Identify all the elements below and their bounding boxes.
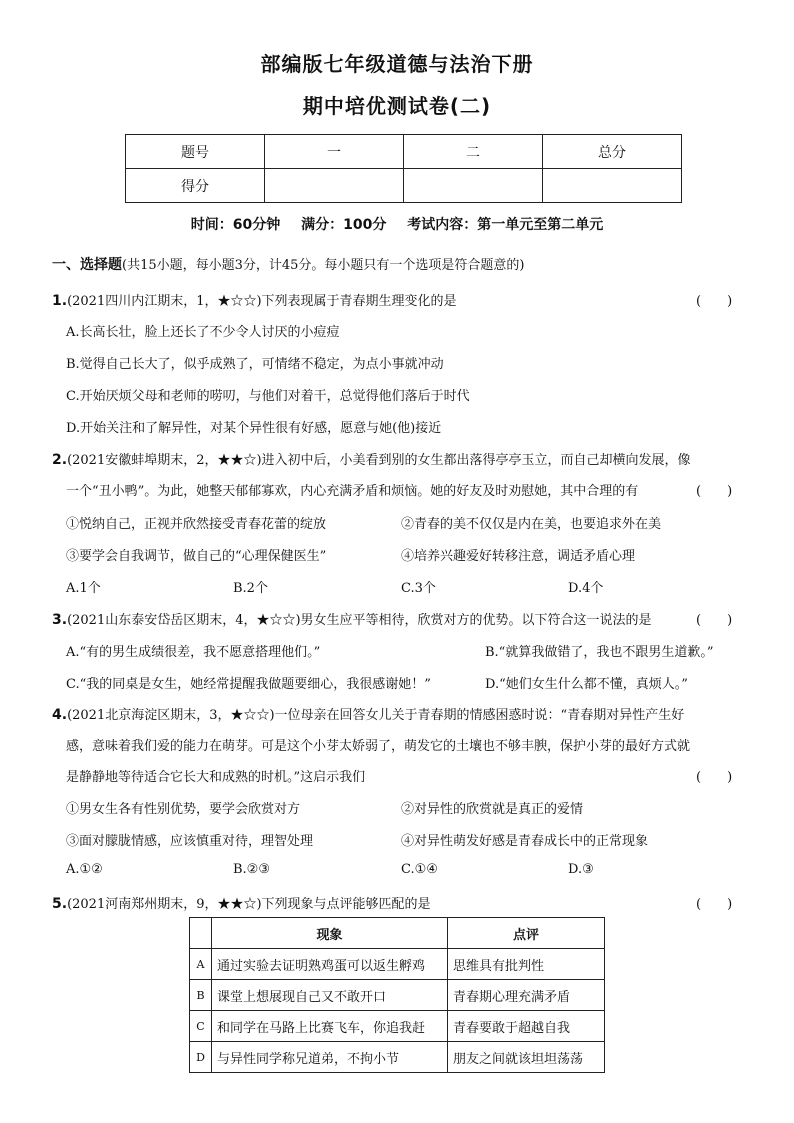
statement: ④对异性萌发好感是青春成长中的正常现象 <box>401 834 649 849</box>
statement: ④培养兴趣爱好转移注意，调适矛盾心理 <box>401 549 636 564</box>
question-5-stem <box>52 893 431 912</box>
section-heading <box>52 254 525 274</box>
option: D.③ <box>568 862 594 877</box>
question-3-stem <box>52 609 652 628</box>
option: C.3个 <box>401 581 436 596</box>
question-text: 是静静地等待适合它长大和成熟的时机。”这启示我们 <box>66 770 366 785</box>
statement: ③要学会自我调节，做自己的“心理保健医生” <box>66 549 327 564</box>
answer-blank: ( ) <box>696 484 733 499</box>
question-4-stem <box>52 704 684 723</box>
answer-blank: ( ) <box>696 613 733 628</box>
exam-info <box>0 214 794 234</box>
option: C.“我的同桌是女生，她经常提醒我做题要细心，我很感谢她！” <box>66 677 431 692</box>
page-title: 部编版七年级道德与法治下册 <box>260 52 534 76</box>
question-2-stem <box>52 449 691 468</box>
question-number: 3. <box>52 612 68 628</box>
score-cell <box>404 169 543 203</box>
exam-time: 时间：60分钟 <box>190 217 281 233</box>
question-number: 1. <box>52 293 68 309</box>
table-header-row <box>190 918 605 949</box>
option: C.开始厌烦父母和老师的唠叨，与他们对着干，总觉得他们落后于时代 <box>66 389 470 404</box>
phenomenon-cell: 通过实验去证明熟鸡蛋可以返生孵鸡 <box>212 949 448 980</box>
statement: ③面对朦胧情感，应该慎重对待，理智处理 <box>66 834 314 849</box>
option: B.觉得自己长大了，似乎成熟了，可情绪不稳定，为点小事就冲动 <box>66 357 444 372</box>
table-row <box>190 949 605 980</box>
score-row-label: 得分 <box>126 169 265 203</box>
score-header-cell: 一 <box>265 135 404 169</box>
exam-content: 考试内容：第一单元至第二单元 <box>407 217 604 233</box>
phenomenon-cell: 课堂上想展现自己又不敢开口 <box>212 980 448 1011</box>
row-label: D <box>190 1042 212 1073</box>
option: D.开始关注和了解异性，对某个异性很有好感，愿意与她(他)接近 <box>66 421 442 436</box>
question-5-table <box>189 917 605 1073</box>
statement: ②青春的美不仅仅是内在美，也要追求外在美 <box>401 517 662 532</box>
table-row <box>190 1011 605 1042</box>
statement: ①悦纳自己，正视并欣然接受青春花蕾的绽放 <box>66 517 327 532</box>
column-header-phenomenon: 现象 <box>212 918 448 949</box>
table-corner-cell <box>190 918 212 949</box>
column-header-comment: 点评 <box>448 918 605 949</box>
score-cell <box>265 169 404 203</box>
phenomenon-cell: 和同学在马路上比赛飞车，你追我赶 <box>212 1011 448 1042</box>
question-text: (2021北京海淀区期末，3，★☆☆)一位母亲在回答女儿关于青春期的情感困惑时说：“青春期对异性产生好 <box>67 708 685 723</box>
score-header-cell: 总分 <box>543 135 682 169</box>
question-text: (2021四川内江期末，1，★☆☆)下列表现属于青春期生理变化的是 <box>67 294 457 309</box>
option: A.1个 <box>66 581 101 596</box>
option: D.4个 <box>568 581 604 596</box>
score-table-header-row <box>126 135 682 169</box>
question-number: 4. <box>52 707 68 723</box>
row-label: C <box>190 1011 212 1042</box>
row-label: B <box>190 980 212 1011</box>
comment-cell: 青春要敢于超越自我 <box>448 1011 605 1042</box>
answer-blank: ( ) <box>696 897 733 912</box>
question-text: (2021山东泰安岱岳区期末，4，★☆☆)男女生应平等相待，欣赏对方的优势。以下符合这一说法的是 <box>67 613 652 628</box>
question-text: 感，意味着我们爱的能力在萌芽。可是这个小芽太娇弱了，萌发它的土壤也不够丰腴，保护小芽的最好方式就 <box>66 739 691 754</box>
exam-full-score: 满分：100分 <box>301 217 387 233</box>
score-table <box>125 134 682 203</box>
option: B.②③ <box>233 862 270 877</box>
comment-cell: 朋友之间就该坦坦荡荡 <box>448 1042 605 1073</box>
page-subtitle: 期中培优测试卷(二) <box>302 94 492 118</box>
question-text: (2021安徽蚌埠期末，2，★★☆)进入初中后，小美看到别的女生都出落得亭亭玉立，而自己却横向发展，像 <box>67 453 691 468</box>
section-description: (共15小题，每小题3分，计45分。每小题只有一个选项是符合题意的) <box>122 258 525 273</box>
score-header-cell: 二 <box>404 135 543 169</box>
option: A.①② <box>66 862 103 877</box>
option: D.“她们女生什么都不懂，真烦人。” <box>485 677 688 692</box>
table-row <box>190 980 605 1011</box>
option: A.长高长壮，脸上还长了不少令人讨厌的小痘痘 <box>66 325 340 340</box>
comment-cell: 思维具有批判性 <box>448 949 605 980</box>
row-label: A <box>190 949 212 980</box>
answer-blank: ( ) <box>696 770 733 785</box>
option: A.“有的男生成绩很差，我不愿意搭理他们。” <box>66 645 321 660</box>
score-cell <box>543 169 682 203</box>
option: C.①④ <box>401 862 438 877</box>
question-1-stem <box>52 290 457 309</box>
table-row <box>190 1042 605 1073</box>
comment-cell: 青春期心理充满矛盾 <box>448 980 605 1011</box>
question-text: (2021河南郑州期末，9，★★☆)下列现象与点评能够匹配的是 <box>67 897 431 912</box>
option: B.“就算我做错了，我也不跟男生道歉。” <box>485 645 714 660</box>
statement: ①男女生各有性别优势，要学会欣赏对方 <box>66 802 301 817</box>
phenomenon-cell: 与异性同学称兄道弟，不拘小节 <box>212 1042 448 1073</box>
question-number: 5. <box>52 896 68 912</box>
score-table-score-row <box>126 169 682 203</box>
score-header-cell: 题号 <box>126 135 265 169</box>
statement: ②对异性的欣赏就是真正的爱情 <box>401 802 584 817</box>
question-number: 2. <box>52 452 68 468</box>
option: B.2个 <box>233 581 268 596</box>
question-text: 一个“丑小鸭”。为此，她整天郁郁寡欢，内心充满矛盾和烦恼。她的好友及时劝慰她，其中合理的有 <box>66 484 639 499</box>
answer-blank: ( ) <box>696 294 733 309</box>
section-title: 一、选择题 <box>52 257 122 273</box>
